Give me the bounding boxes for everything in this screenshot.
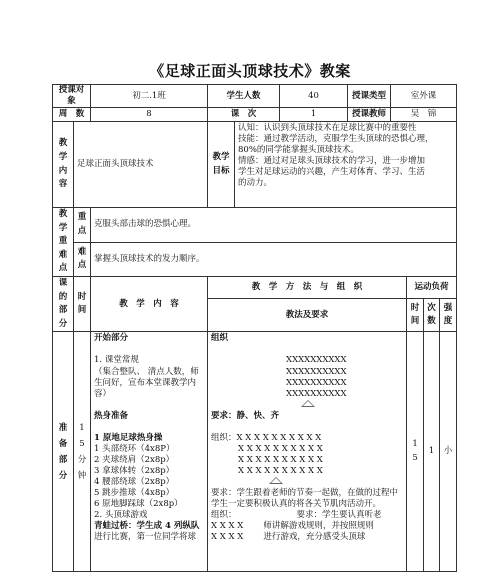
section-header-row [53,277,457,299]
content-line: 青蛙过桥：学生成 4 列纵队 [94,521,200,532]
teaching-content-label: 教学内容 [53,122,74,208]
formation-row: XXXXXXXXXX [286,377,347,388]
method-req-1: 要求：静、快、齐 [211,410,280,421]
lesson-plan-table [52,84,457,572]
content-line: 5 跳步推球（4x8p） [94,487,175,498]
key-text: 克服头部击球的恐惧心理。 [91,208,457,242]
info-label: 授课教师 [348,108,391,122]
hard-text: 掌握头顶球技术的发力顺序。 [91,242,457,276]
grid-row: X X X X X X X X X X [238,465,323,476]
teaching-row [53,122,457,208]
header-load-time: 时间 [407,299,424,332]
info-label: 学生人数 [208,85,280,108]
goal-line: 学生对足球运动的兴趣，产生对体育、学习、生活 [238,167,426,178]
org3-row [211,532,403,543]
org3-text: 进行游戏，充分感受头顶球 [263,532,366,543]
content-line: 3 拿球体转（2x8p） [94,465,175,476]
prep-load-count: 1 [424,332,440,572]
prep-time-label: 15分钟 [74,332,91,572]
grid-row [211,433,403,444]
content-line: 容） [94,388,112,399]
prep-part-label: 准备部分 [53,332,74,572]
info-value: 40 [280,85,348,108]
prep-load-intensity: 小 [440,332,457,572]
header-method: 教 学 方 法 与 组 织 [208,277,407,299]
method-spacer [211,344,403,355]
info-label: 课 次 [208,108,280,122]
hard-label: 难点 [74,242,91,276]
info-row-2 [53,108,457,122]
content-line: 进行比赛，第一位同学将球 [94,532,197,543]
org2-label: 组织： [211,432,237,443]
prep-method [208,332,407,572]
info-label: 周 数 [53,108,91,122]
header-load-count: 次数 [424,299,440,332]
teacher-triangle-icon [211,477,403,488]
grid-row: X X X X X X X X X X [238,454,323,465]
content-line: 2. 头顶球游戏 [94,510,148,521]
prep-row [53,332,457,572]
info-value: 室外课 [391,85,457,108]
header-load: 运动负荷 [407,277,457,299]
content-line: （集合整队、 清点人数，师 [94,366,199,377]
org3-row [211,521,403,532]
key-points-label: 教学重难点 [53,208,74,277]
info-value: 初二.1班 [91,85,208,108]
content-line: 2 夹球绕肩（2x8p） [94,454,175,465]
content-line: 1 头部绕环（4x8P） [94,443,175,454]
goal-line: 技能：通过教学活动，克服学生头顶球的恐惧心理， [238,134,434,145]
method-req-3a: 要求：学生要认真听老 [296,510,382,520]
org3-text: 师讲解游戏规则，并按照规则 [263,521,374,532]
info-label: 授课类型 [348,85,391,108]
hard-point-row [53,242,457,276]
teacher-triangle-icon [211,400,403,411]
grid-row-text: X X X X X X X X X X [236,432,322,443]
header-time: 时间 [74,277,91,332]
org3-label: 组织： [211,510,237,520]
org3-formation: X X X X [211,532,244,543]
document-title: 《足球正面头顶球技术》教案 [149,62,351,80]
formation-row: XXXXXXXXXX [286,366,347,377]
info-value: 1 [280,108,348,122]
formation-row: XXXXXXXXXX [286,388,347,399]
goal-line: 80%的同学能掌握头顶球技术。 [238,145,359,156]
info-value: 8 [91,108,208,122]
content-spacer [94,400,204,411]
content-line: 生问好，宣布本堂课教学内 [94,377,197,388]
content-line: 1. 课堂常规 [94,355,139,366]
content-spacer [94,422,204,433]
org3-formation: X X X X [211,521,244,532]
org3-line [211,510,403,521]
teaching-goal-label: 教学目标 [208,122,235,208]
grid-row: X X X X X X X X X X [238,443,323,454]
content-line: 开始部分 [94,333,129,344]
key-point-row [53,208,457,242]
goal-line: 情感：通过对足球头顶球技术的学习，进一步增加 [238,156,426,167]
teaching-content: 足球正面头顶球技术 [74,122,208,208]
method-req-2a: 要求：学生跟着老师的节奏一起做，在做的过程中 [211,487,399,498]
prep-content [91,332,208,572]
header-load-intensity: 强度 [440,299,457,332]
key-label: 重点 [74,208,91,242]
info-row-1 [53,85,457,108]
content-line: 6 原地脚踩球（2x8p） [94,499,183,509]
content-spacer [94,344,204,355]
info-value: 吴 锦 [391,108,457,122]
teaching-goals [235,122,457,208]
method-req-2b: 学生一定要积极认真的将各关节肌肉活动开。 [211,498,382,509]
method-spacer [211,422,403,433]
header-content: 教 学 内 容 [91,277,208,332]
header-method-sub: 教法及要求 [208,299,407,332]
content-line: 1 原地足球热身操 [94,432,163,443]
method-org-label: 组织 [211,333,229,344]
goal-line: 认知：认识到头顶球技术在足球比赛中的重要性 [238,123,417,134]
formation-row: XXXXXXXXXX [286,355,347,366]
goal-line: 的动力。 [238,178,273,189]
info-label: 授课对象 [53,85,91,108]
content-line: 热身准备 [94,410,129,421]
prep-load-time: 15 [407,332,424,572]
content-line: 4 腰部绕球（2x8p） [94,476,175,487]
header-part: 课的部分 [53,277,74,332]
